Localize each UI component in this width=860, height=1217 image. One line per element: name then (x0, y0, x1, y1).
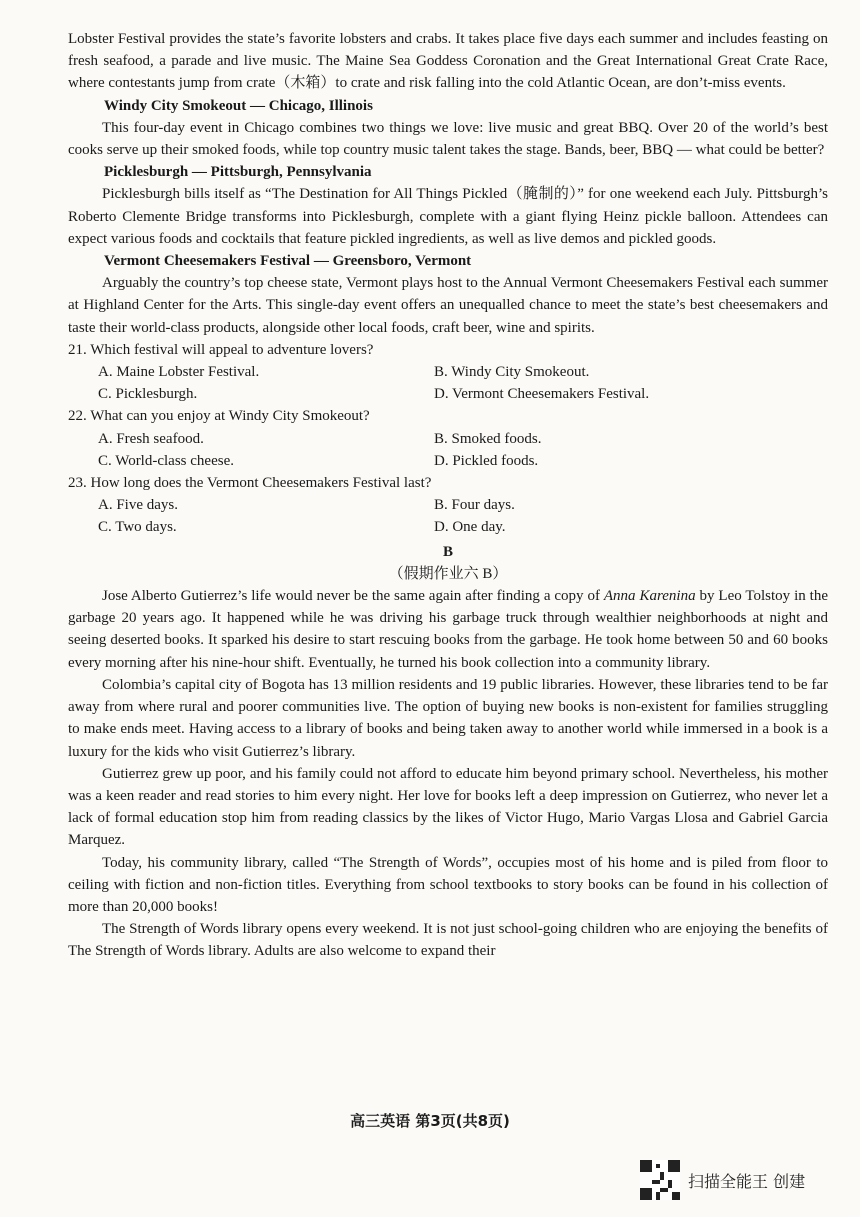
para1-post: by Leo Tolstoy in the garbage 20 years ago. It happened while he was driving his garbage truck through wealthier neighborhoods at night and seeing deserted books. It sparked his desire to start rescuing books from the garbage. He took home between 50 and 60 books every morning after his nine-hour shift. Eventually, he turned his book collection into a community library. (68, 588, 828, 671)
section-b-paragraph-1 (68, 585, 828, 674)
option-21d: D. Vermont Cheesemakers Festival. (434, 386, 650, 403)
option-22b: B. Smoked foods. (434, 430, 542, 447)
page-content (68, 28, 828, 963)
section-b-subtitle: （假期作业六 B） (388, 565, 508, 582)
option-23d: D. One day. (434, 519, 506, 536)
question-22-options (68, 428, 828, 472)
festival-body-picklesburgh: Picklesburgh bills itself as “The Destination for All Things Pickled（腌制的）” for one weekend each July. Pittsburgh’s Roberto Clemente Bridge transforms into Picklesburgh, complete with a giant flying Heinz pickle balloon. Attendees can expect various foods and cocktails that feature pickled ingredients, as well as live demos and pickled goods. (68, 186, 828, 247)
page-footer: 高三英语 第3页(共8页) (350, 1112, 510, 1130)
option-22c: C. World-class cheese. (98, 452, 234, 469)
festival-body-vermont: Arguably the country’s top cheese state, Vermont plays host to the Annual Vermont Cheesemakers Festival each summer at Highland Center for the Arts. This single-day event offers an unequalled chance to meet the state’s best cheesemakers and taste their world-class products, alongside other local foods, craft beer, wine and spirits. (68, 275, 828, 336)
option-22d: D. Pickled foods. (434, 452, 539, 469)
section-b-paragraph-5: The Strength of Words library opens every weekend. It is not just school-going children who are enjoying the benefits of The Strength of Words library. Adults are also welcome to expand their (68, 921, 828, 960)
festival-body-windy-city: This four-day event in Chicago combines two things we love: live music and great BBQ. Over 20 of the world’s best cooks serve up their smoked foods, while top country music talent takes the stage. Bands, beer, BBQ — what could be better? (68, 119, 828, 159)
option-21b: B. Windy City Smokeout. (434, 364, 590, 381)
section-b-paragraph-3: Gutierrez grew up poor, and his family could not afford to educate him beyond primary school. Nevertheless, his mother was a keen reader and read stories to him every night. Her love for books left a deep impression on Gutierrez, who never let a lack of formal education stop him from reading classics by the likes of Victor Hugo, Mario Vargas Llosa and Gabriel Garcia Marquez. (68, 765, 828, 849)
option-23c: C. Two days. (98, 519, 177, 536)
option-21a: A. Maine Lobster Festival. (98, 364, 260, 381)
option-23a: A. Five days. (98, 497, 178, 514)
festival-heading-vermont: Vermont Cheesemakers Festival — Greensboro, Vermont (104, 253, 472, 270)
festival-heading-windy-city: Windy City Smokeout — Chicago, Illinois (104, 97, 373, 114)
section-b-paragraph-4: Today, his community library, called “The Strength of Words”, occupies most of his home and is piled from floor to ceiling with fiction and non-fiction titles. Everything from school textbooks to story books can be found in his collection of more than 20,000 books! (68, 854, 828, 915)
question-21-stem: 21. Which festival will appeal to adventure lovers? (68, 341, 374, 358)
question-23-options (68, 494, 828, 538)
scanner-watermark (640, 1160, 805, 1200)
option-21c: C. Picklesburgh. (98, 386, 198, 403)
option-22a: A. Fresh seafood. (98, 430, 204, 447)
scanner-watermark-text: 扫描全能王 创建 (688, 1171, 806, 1191)
question-21-options (68, 361, 828, 405)
section-b-paragraph-2: Colombia’s capital city of Bogota has 13 million residents and 19 public libraries. However, these libraries tend to be far away from where rural and poorer communities live. The option of buying new books is non-existent for families struggling to make ends meet. Having access to a library of books and being taken away to another world while immersed in a book is a luxury for the kids who visit Gutierrez’s library. (68, 676, 828, 760)
book-title: Anna Karenina (603, 588, 696, 605)
question-22-stem: 22. What can you enjoy at Windy City Smokeout? (68, 408, 370, 425)
para1-pre: Jose Alberto Gutierrez’s life would never be the same again after finding a copy of (102, 588, 604, 605)
option-23b: B. Four days. (434, 497, 515, 514)
section-b-letter: B (442, 543, 453, 560)
festival-heading-picklesburgh: Picklesburgh — Pittsburgh, Pennsylvania (104, 164, 372, 181)
question-23-stem: 23. How long does the Vermont Cheesemakers Festival last? (68, 475, 432, 492)
intro-paragraph: Lobster Festival provides the state’s favorite lobsters and crabs. It takes place five days each summer and includes feasting on fresh seafood, a parade and live music. The Maine Sea Goddess Coronation and the Great International Great Crate Race, where contestants jump from crate（木箱）to crate and risk falling into the cold Atlantic Ocean, are don’t-miss events. (68, 31, 828, 92)
qr-code-icon (640, 1160, 680, 1200)
